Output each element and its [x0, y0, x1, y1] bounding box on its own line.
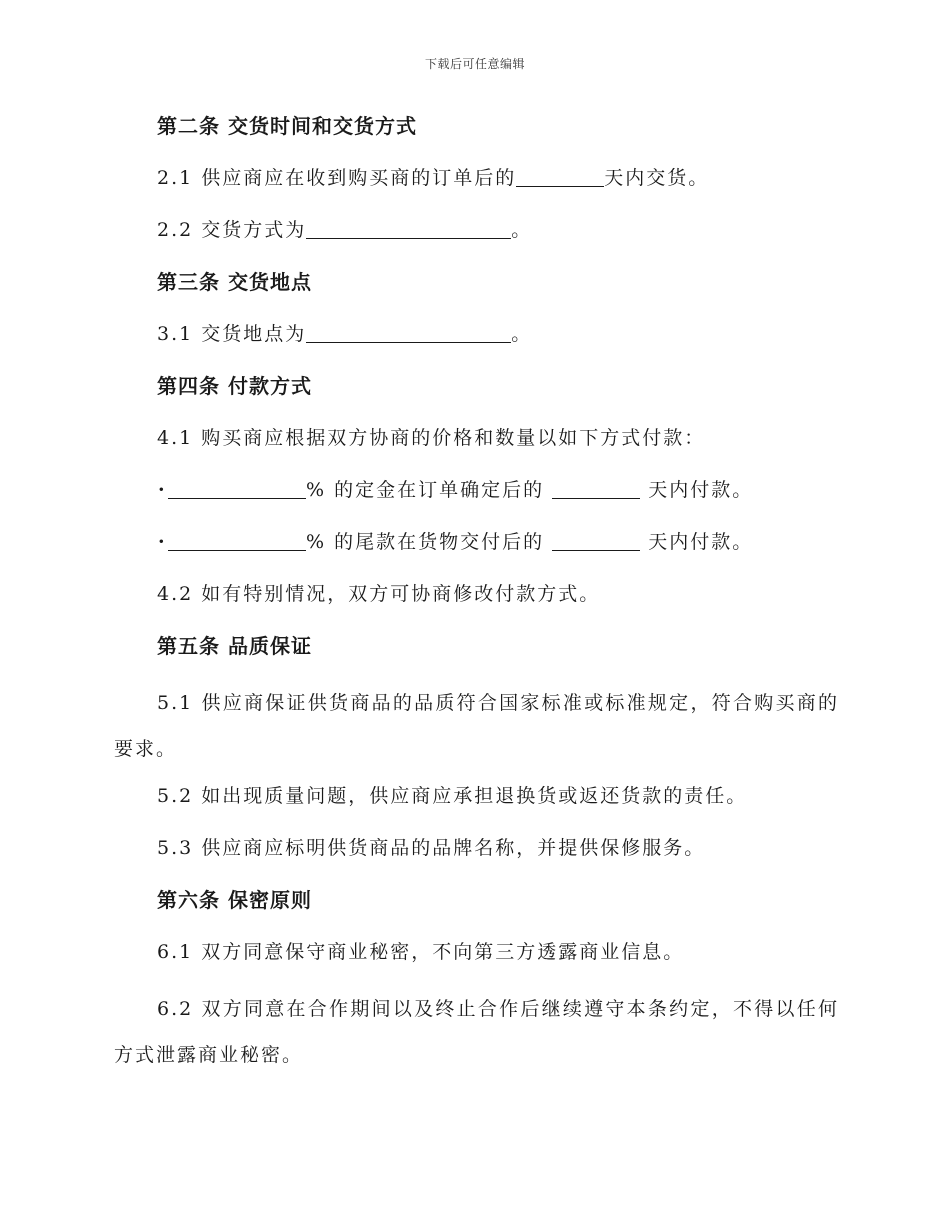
clause-2-1	[114, 160, 839, 196]
clause-2-2-text: 2.2 交货方式为	[157, 219, 307, 241]
balance-days-blank[interactable]	[552, 528, 640, 551]
clause-5-3: 5.3 供应商应标明供货商品的品牌名称，并提供保修服务。	[157, 837, 706, 859]
clause-5-1: 5.1 供应商保证供货商品的品质符合国家标准或标准规定，符合购买商的要求。	[114, 692, 839, 760]
bullet-dot-icon: ·	[158, 479, 167, 501]
article-4-heading: 第四条 付款方式	[157, 374, 312, 398]
clause-3-1	[114, 316, 839, 352]
delivery-method-blank[interactable]	[306, 216, 511, 239]
article-2-heading: 第二条 交货时间和交货方式	[157, 114, 417, 138]
deposit-bullet	[158, 472, 839, 508]
contract-body	[114, 108, 839, 1084]
delivery-location-blank[interactable]	[306, 320, 511, 343]
clause-6-1: 6.1 双方同意保守商业秘密，不向第三方透露商业信息。	[157, 941, 685, 963]
clause-2-2-suffix: 。	[511, 219, 533, 241]
clause-3-1-text: 3.1 交货地点为	[157, 323, 307, 345]
balance-text: % 的尾款在货物交付后的	[306, 531, 545, 553]
article-5-heading: 第五条 品质保证	[157, 634, 312, 658]
balance-bullet	[158, 524, 839, 560]
clause-4-2: 4.2 如有特别情况，双方可协商修改付款方式。	[157, 583, 601, 605]
deposit-percent-blank[interactable]	[168, 476, 306, 499]
balance-suffix: 天内付款。	[648, 531, 754, 553]
deposit-suffix: 天内付款。	[648, 479, 754, 501]
delivery-days-blank[interactable]	[516, 164, 604, 187]
clause-2-1-text: 2.1 供应商应在收到购买商的订单后的	[157, 167, 517, 189]
clause-4-1: 4.1 购买商应根据双方协商的价格和数量以如下方式付款：	[157, 427, 706, 449]
deposit-text: % 的定金在订单确定后的	[306, 479, 545, 501]
clause-2-2	[114, 212, 839, 248]
bullet-dot-icon: ·	[158, 531, 167, 553]
balance-percent-blank[interactable]	[168, 528, 306, 551]
clause-2-1-suffix: 天内交货。	[604, 167, 710, 189]
header-note: 下载后可任意编辑	[424, 57, 525, 71]
article-6-heading: 第六条 保密原则	[157, 888, 312, 912]
clause-3-1-suffix: 。	[511, 323, 533, 345]
clause-5-2: 5.2 如出现质量问题，供应商应承担退换货或返还货款的责任。	[157, 785, 748, 807]
deposit-days-blank[interactable]	[552, 476, 640, 499]
article-3-heading: 第三条 交货地点	[157, 270, 312, 294]
clause-6-2: 6.2 双方同意在合作期间以及终止合作后继续遵守本条约定，不得以任何方式泄露商业秘密。	[114, 998, 839, 1066]
